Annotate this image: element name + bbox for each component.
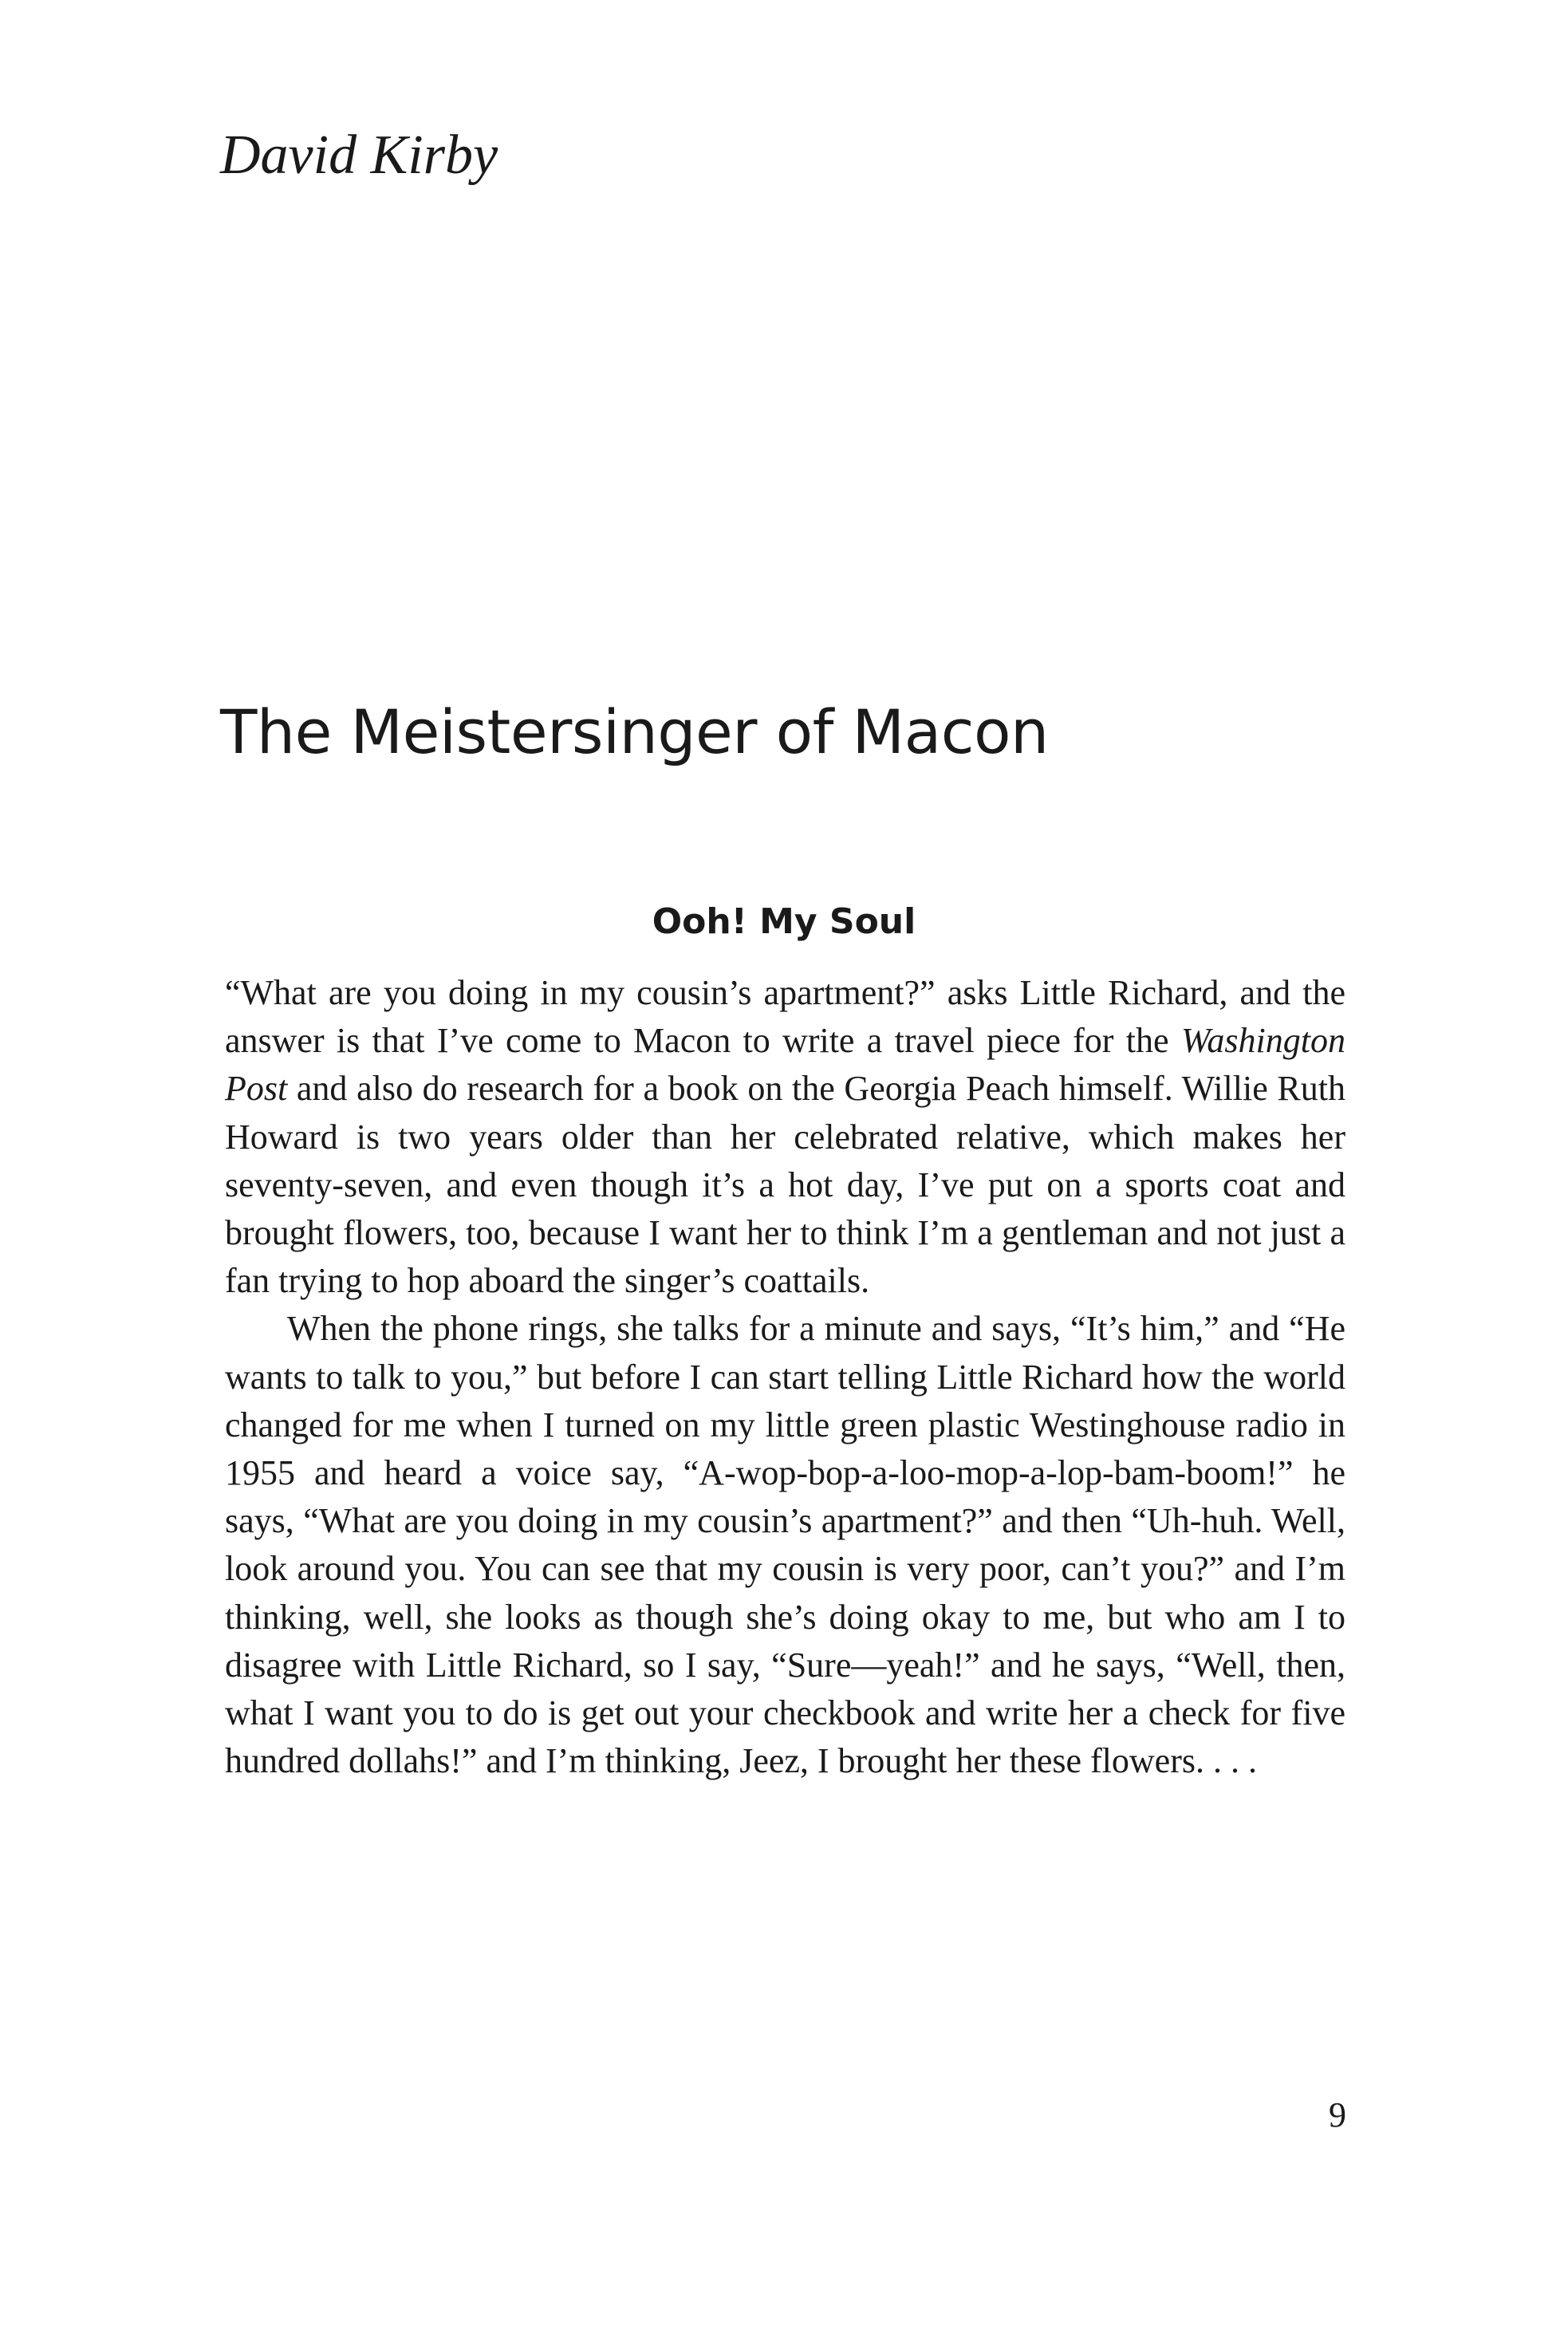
page-number: 9 <box>1329 2095 1346 2134</box>
paragraph-2: When the phone rings, she talks for a minute and says, “It’s him,” and “He wants to talk to you,” but before I can start telling Little Richard how the world changed for me when I turned on my little green plastic Westinghouse radio in 1955 and heard a voice say, “A-wop-bop-a-loo-mop-a-lop-bam-boom!” he says, “What are you doing in my cousin’s apartment?” and then “Uh-huh. Well, look around you. You can see that my cousin is very poor, can’t you?” and I’m thinking, well, she looks as though she’s doing okay to me, but who am I to disagree with Little Richard, so I say, “Sure—yeah!” and he says, “Well, then, what I want you to do is get out your checkbook and write her a check for five hundred dollahs!” and I’m thinking, Jeez, I brought her these flowers. . . . <box>225 1309 1345 1781</box>
paragraph-1 <box>225 969 1345 1305</box>
paragraph-1-part-2: and also do research for a book on the Georgia Peach himself. Willie Ruth Howard is two years older than her celebrated relative, which makes her seventy-seven, and even though it’s a hot day, I’ve put on a sports coat and brought flowers, too, because I want her to think I’m a gentleman and not just a fan trying to hop aboard the singer’s coattails. <box>225 1069 1345 1301</box>
body-text <box>225 969 1345 1785</box>
newspaper-name: Washington Post <box>225 1021 1345 1109</box>
paragraph-1-part-1: “What are you doing in my cousin’s apartment?” asks Little Richard, and the answer is that I’ve come to Macon to write a travel piece for the <box>225 973 1345 1061</box>
author-name: David Kirby <box>220 124 498 186</box>
chapter-title: The Meistersinger of Macon <box>220 696 1049 767</box>
section-heading: Ooh! My Soul <box>652 901 916 942</box>
